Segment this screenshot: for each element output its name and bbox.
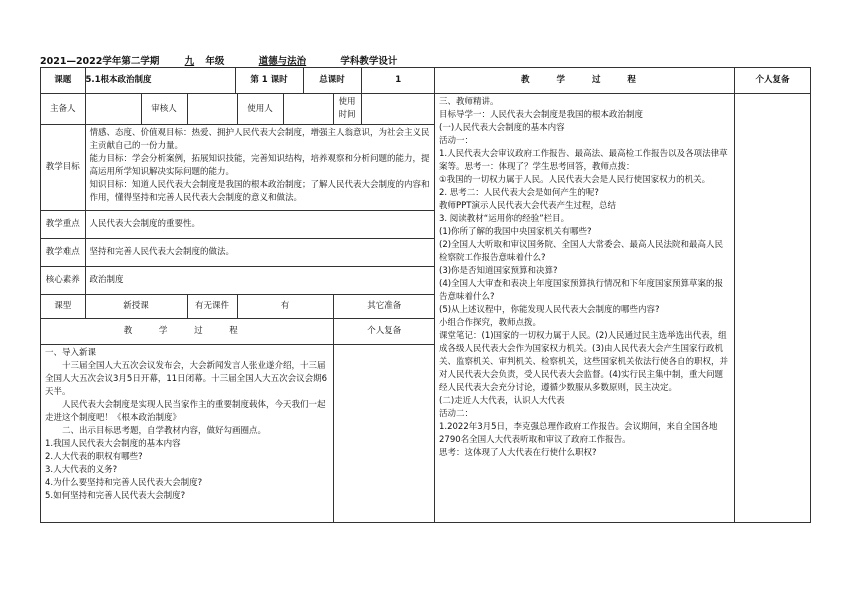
preparer-label: 主备人 bbox=[41, 94, 85, 125]
activity-1-item-1: 1.人民代表大会审议政府工作报告、最高法、最高检工作报告以及各项法律草案等。思考一：体现了？学生思考回答，教师点拨： bbox=[439, 149, 728, 172]
intro-paragraph-2: 人民代表大会制度是实现人民当家作主的重要制度载体，今天我们一起走进这个制度吧！《根本政治制度》 bbox=[45, 400, 326, 423]
preparer-value bbox=[85, 94, 141, 125]
intro-paragraph-1: 十三届全国人大五次会议发布会，大会新闻发言人张业遂介绍，十三届全国人大五次会议3月5日开幕，11日闭幕。十三届全国人大五次会议会期6天半。 bbox=[45, 361, 328, 397]
activity-2-item-1: 1.2022年3月5日，李克强总理作政府工作报告。会议期间，来自全国各地2790名全国人大代表听取和审议了政府工作报告。 bbox=[439, 422, 718, 445]
other-prep-label: 其它准备 bbox=[333, 295, 435, 319]
goals-content bbox=[85, 125, 435, 211]
question-3: 3.人大代表的义务? bbox=[45, 465, 118, 475]
objective-instruction: 二、出示目标思考题，自学教材内容，做好勾画圈点。 bbox=[62, 426, 267, 436]
question-5: 5.如何坚持和完善人民代表大会制度? bbox=[45, 491, 186, 501]
courseware-value: 有 bbox=[237, 295, 333, 319]
keypoint-value: 人民代表大会制度的重要性。 bbox=[85, 211, 435, 239]
group-inquiry: 小组合作探究，教师点拨。 bbox=[439, 318, 542, 328]
activity-2-question: 思考：这体现了人大代表在行使什么职权? bbox=[439, 448, 597, 458]
activity-2-label: 活动二： bbox=[439, 409, 474, 419]
sub-question-5: (5)从上述议程中，你能发现人民代表大会制度的哪些内容? bbox=[439, 305, 660, 315]
intro-heading: 一、导入新课 bbox=[45, 348, 97, 358]
difficulty-value: 坚持和完善人民代表大会制度的做法。 bbox=[85, 239, 435, 267]
lesson-plan-table bbox=[40, 67, 811, 523]
literacy-label: 核心素养 bbox=[41, 267, 85, 295]
left-process-content bbox=[41, 345, 333, 522]
left-process-header: 教 学 过 程 bbox=[41, 319, 333, 345]
guide-goal-1: 目标导学一：人民代表大会制度是我国的根本政治制度 bbox=[439, 110, 644, 120]
left-personal-content bbox=[333, 345, 435, 522]
topic-value: 5.1根本政治制度 bbox=[85, 68, 235, 93]
right-personal-header: 个人复备 bbox=[735, 68, 811, 94]
sub-question-4: (4)全国人大审查和表决上年度国家预算执行情况和下年度国家预算草案的报告意味着什么? bbox=[439, 279, 724, 302]
type-value: 新授课 bbox=[85, 295, 187, 319]
goal-ability: 能力目标：学会分析案例，拓展知识技能，完善知识结构，培养观察和分析问题的能力，提高运用所学知识解决实际问题的能力。 bbox=[89, 154, 430, 177]
total-lessons-value: 1 bbox=[395, 75, 402, 85]
school-year: 2021—2022学年第二学期 bbox=[40, 56, 160, 67]
right-personal-content bbox=[735, 94, 811, 523]
question-2: 2.人大代表的职权有哪些? bbox=[45, 452, 143, 462]
sub-question-2: (2)全国人大听取和审议国务院、全国人大常委会、最高人民法院和最高人民检察院工作报告意味着什么? bbox=[439, 240, 724, 263]
subject-value: 道德与法治 bbox=[258, 56, 307, 67]
type-label: 课型 bbox=[41, 295, 85, 319]
difficulty-label: 教学难点 bbox=[41, 239, 85, 267]
left-personal-header: 个人复备 bbox=[333, 319, 435, 345]
time-label: 使用时间 bbox=[333, 94, 361, 125]
courseware-label: 有无课件 bbox=[187, 295, 237, 319]
topic-row-cell bbox=[41, 68, 435, 94]
info-table bbox=[41, 94, 435, 522]
user-value bbox=[283, 94, 333, 125]
question-1: 1.我国人民代表大会制度的基本内容 bbox=[45, 439, 181, 449]
question-4: 4.为什么要坚持和完善人民代表大会制度? bbox=[45, 478, 203, 488]
class-notes: 课堂笔记：(1)国家的一切权力属于人民。(2)人民通过民主选举选出代表，组成各级人民代表大会作为国家权力机关。(3)由人民代表大会产生国家行政机关、监察机关、审判机关、检察机关，这些国家机关依法行使各自的职权，并对人民代表大会负责，受人民代表大会监督。(4)实行民主集中制，重大问题经人民代表大会充分讨论，遵循少数服从多数原则，民主决定。 bbox=[439, 331, 729, 393]
topic-label: 课题 bbox=[41, 68, 85, 93]
goal-emotion: 情感、态度、价值观目标：热爱、拥护人民代表大会制度，增强主人翁意识，为社会主义民主贡献自己的一份力量。 bbox=[89, 128, 430, 151]
section-basic-content: (一)人民代表大会制度的基本内容 bbox=[439, 123, 565, 133]
grade-value: 九 bbox=[184, 56, 195, 67]
right-process-header: 教 学 过 程 bbox=[435, 68, 735, 94]
teacher-lecture-heading: 三、教师精讲。 bbox=[439, 97, 499, 107]
total-lessons-label: 总课时 bbox=[303, 68, 361, 93]
sub-question-3: (3)你是否知道国家预算和决算? bbox=[439, 266, 558, 276]
grade-suffix: 年级 bbox=[205, 56, 225, 67]
keypoint-label: 教学重点 bbox=[41, 211, 85, 239]
ppt-demo: 教师PPT演示人民代表大会代表产生过程，总结 bbox=[439, 201, 616, 211]
activity-1-item-3: 3. 阅读教材“运用你的经验”栏目。 bbox=[439, 214, 570, 224]
time-value bbox=[361, 94, 435, 125]
goals-label: 教学目标 bbox=[41, 125, 85, 211]
activity-1-item-2: 2. 思考二：人民代表大会是如何产生的呢? bbox=[439, 188, 599, 198]
sub-question-1: (1)你所了解的我国中央国家机关有哪些? bbox=[439, 227, 592, 237]
document-header bbox=[40, 53, 397, 67]
left-column bbox=[41, 94, 435, 523]
goal-knowledge: 知识目标：知道人民代表大会制度是我国的根本政治制度；了解人民代表大会制度的内容和作用，懂得坚持和完善人民代表大会制度的意义和做法。 bbox=[89, 180, 430, 203]
section-deputies: (二)走近人大代表，认识人大代表 bbox=[439, 396, 565, 406]
lesson-number: 第 1 课时 bbox=[235, 68, 303, 93]
activity-1-point: ①我国的一切权力属于人民。人民代表大会是人民行使国家权力的机关。 bbox=[439, 175, 711, 185]
reviewer-label: 审核人 bbox=[141, 94, 187, 125]
activity-1-label: 活动一： bbox=[439, 136, 474, 146]
literacy-value: 政治制度 bbox=[85, 267, 435, 295]
reviewer-value bbox=[187, 94, 237, 125]
doc-type: 学科教学设计 bbox=[340, 56, 398, 67]
user-label: 使用人 bbox=[237, 94, 283, 125]
right-process-content bbox=[435, 94, 735, 523]
